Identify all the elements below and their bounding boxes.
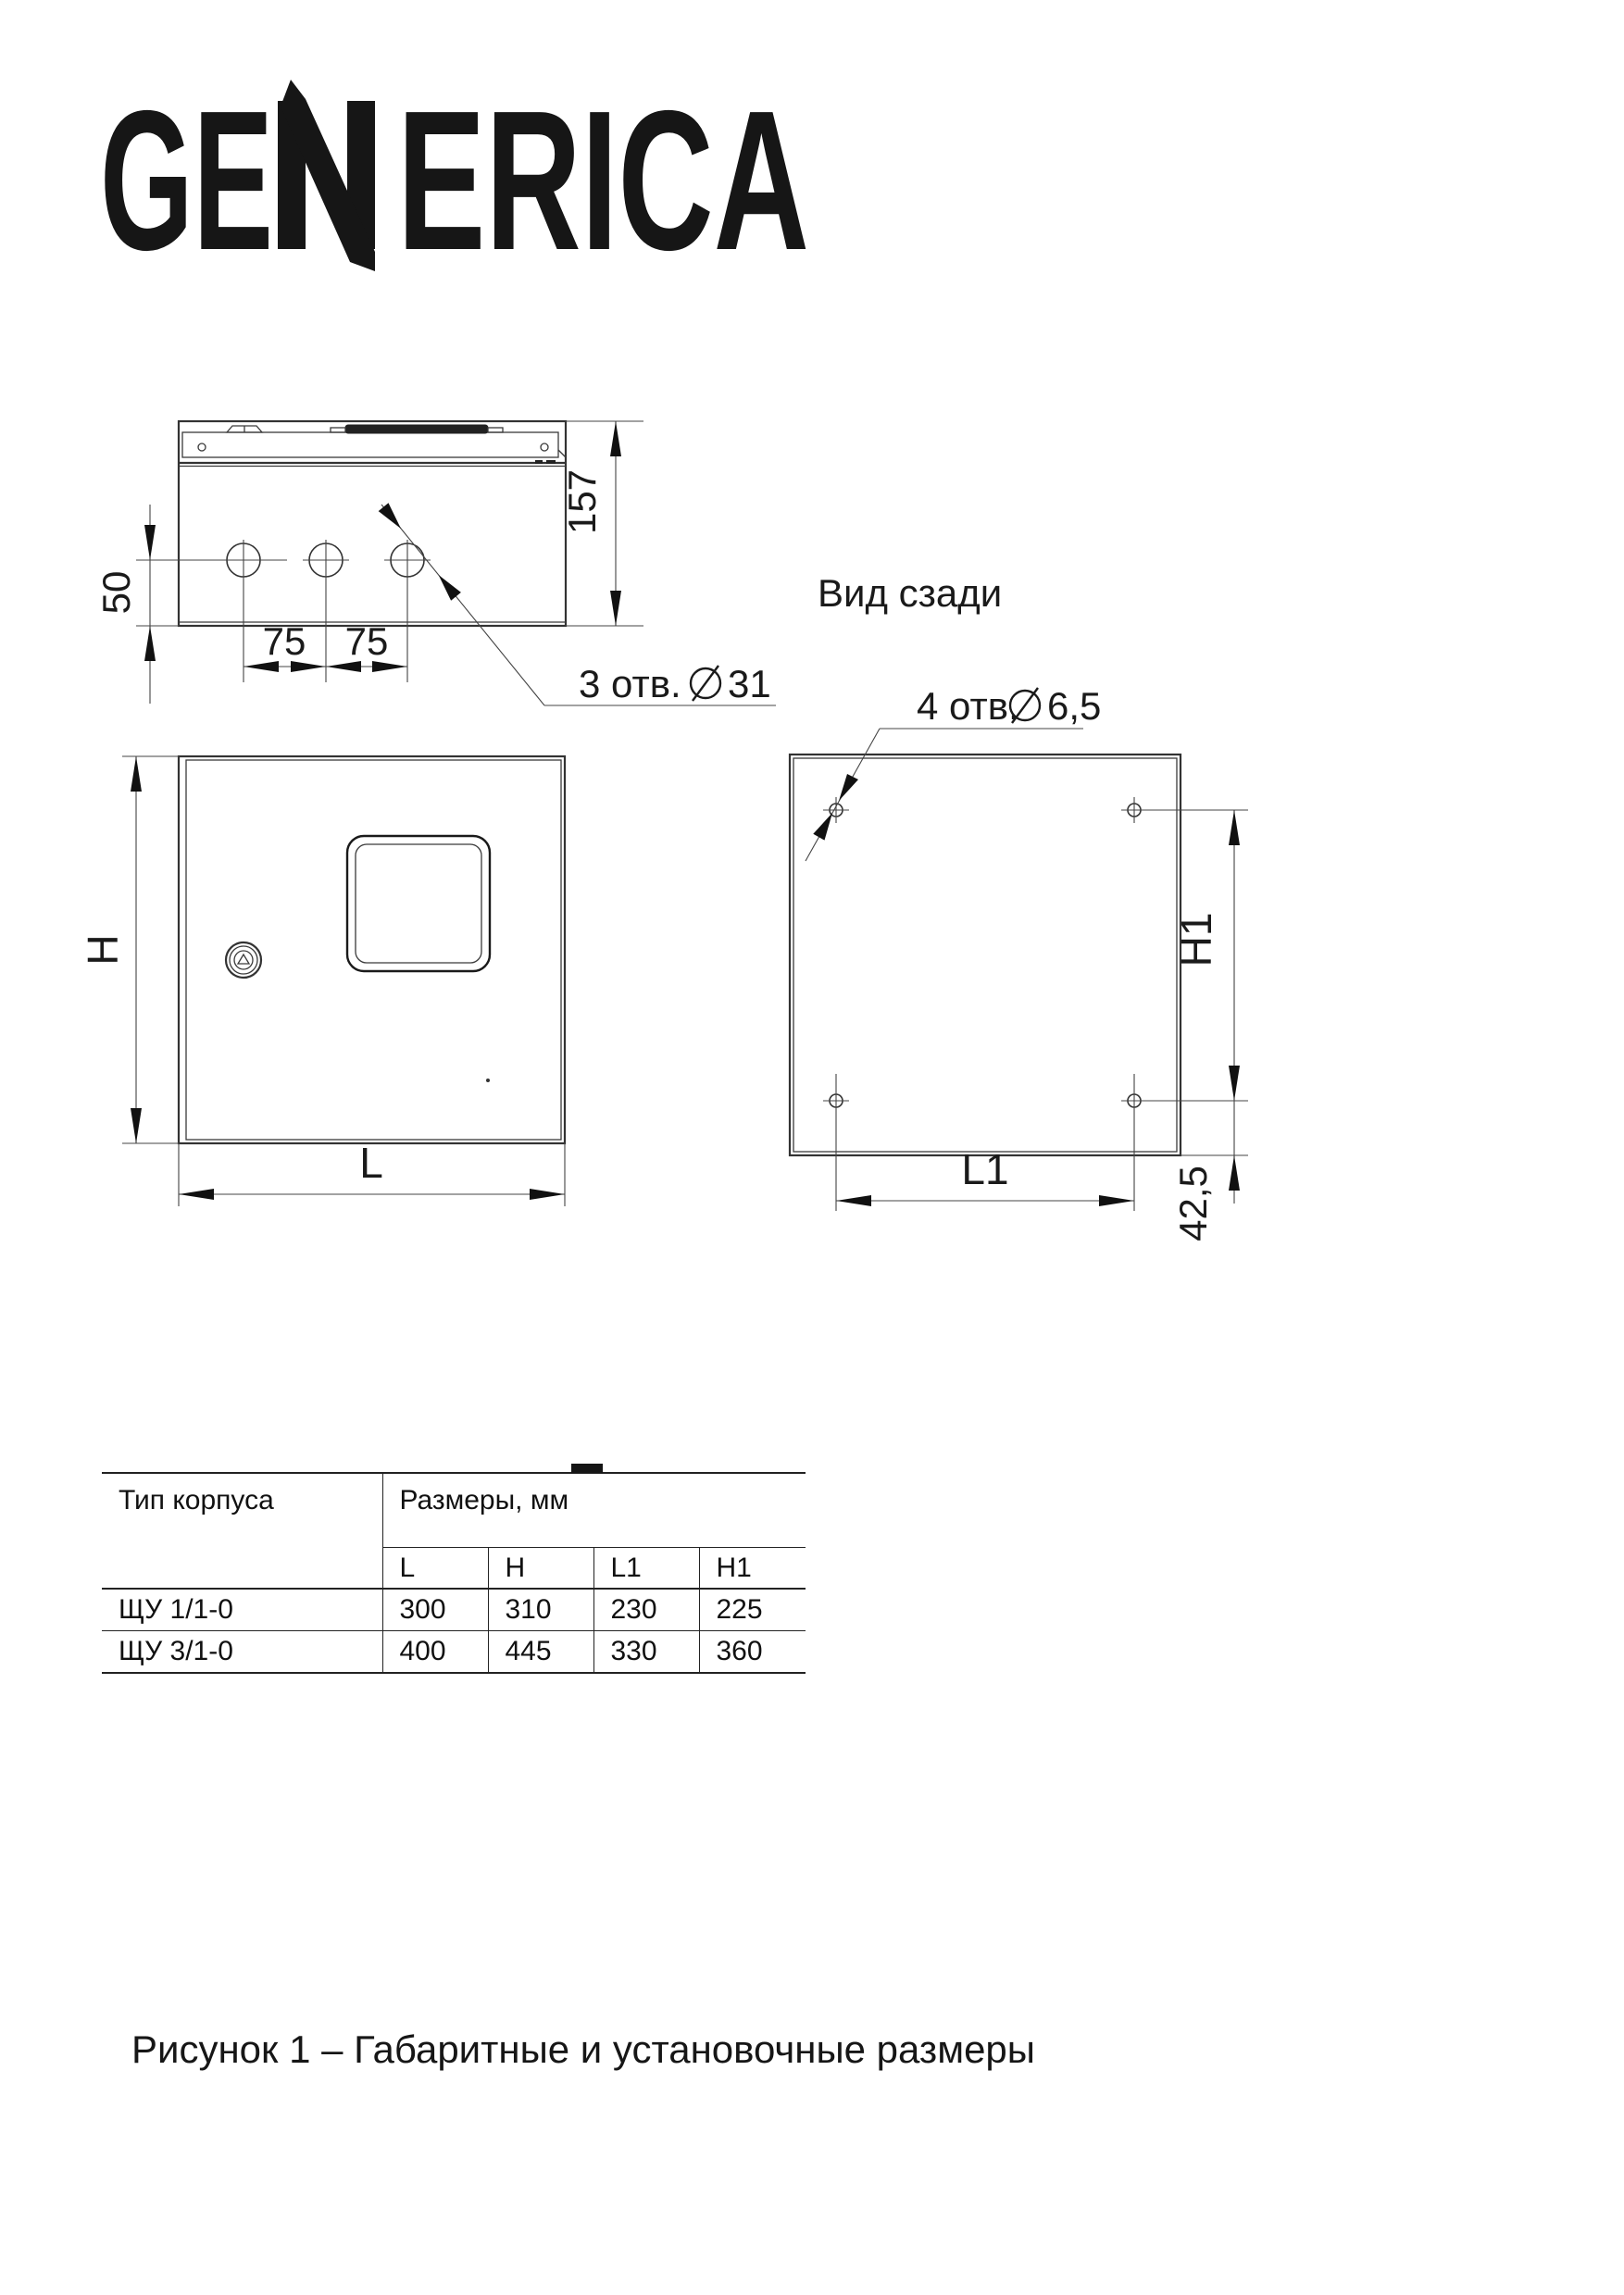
rear-holes-diameter-value: 6,5 [1047, 684, 1102, 728]
front-view-meter-window [347, 836, 490, 971]
row-type: ЩУ 1/1-0 [102, 1589, 382, 1631]
row-value-L: 400 [382, 1631, 488, 1674]
dim-value-75-left: 75 [262, 619, 306, 663]
row-value-H1: 360 [699, 1631, 806, 1674]
row-value-L1: 330 [593, 1631, 699, 1674]
top-view-screw-left [198, 443, 206, 451]
row-type: ЩУ 3/1-0 [102, 1631, 382, 1674]
top-view-latch-tab [227, 426, 262, 432]
dim-width-L [179, 1139, 565, 1206]
front-view-dot [486, 1079, 490, 1082]
row-value-H: 310 [488, 1589, 593, 1631]
dim-height-H1 [1147, 810, 1248, 1101]
dim-label-H: H [79, 934, 127, 966]
brand-logo [100, 69, 809, 292]
table-col-H1: H1 [699, 1548, 806, 1590]
dim-hole-offset-50 [94, 505, 179, 704]
dim-height-H [79, 756, 179, 1143]
dim-bottom-offset [1171, 1101, 1248, 1241]
row-value-H1: 225 [699, 1589, 806, 1631]
front-view-door-outline [179, 756, 565, 1143]
row-value-L1: 230 [593, 1589, 699, 1631]
dimensions-table [102, 1472, 806, 1674]
rear-view [790, 684, 1248, 1241]
dim-value-50: 50 [94, 570, 138, 615]
logo-text-part1: GE [100, 69, 273, 292]
top-view-door-strip [179, 425, 566, 467]
dim-depth-157 [560, 421, 643, 626]
table-col-L: L [399, 1552, 416, 1583]
dim-label-L: L [359, 1139, 383, 1187]
top-view-hinge-bar [331, 425, 503, 433]
rear-view-title: Вид сзади [818, 571, 1003, 615]
diameter-icon [691, 666, 720, 701]
row-value-H: 445 [488, 1631, 593, 1674]
top-view-body-outline [179, 421, 566, 626]
dim-label-H1: H1 [1172, 912, 1220, 967]
top-holes-diameter-value: 31 [728, 662, 771, 705]
dim-value-157: 157 [560, 468, 604, 535]
rear-holes-count-label: 4 отв. [917, 684, 1019, 728]
logo-letter-n [278, 80, 375, 271]
table-col-H: H [488, 1548, 593, 1590]
rear-view-panel-outline [790, 755, 1181, 1155]
table-row [102, 1631, 806, 1674]
top-holes-count-label: 3 отв. [579, 662, 681, 705]
table-col-L1: L1 [593, 1548, 699, 1590]
top-view-screw-right [541, 443, 548, 451]
row-value-L: 300 [382, 1589, 488, 1631]
table-header-sizes: Размеры, мм [382, 1473, 806, 1548]
dim-value-75-right: 75 [344, 619, 389, 663]
table-row [102, 1589, 806, 1631]
front-view [79, 756, 565, 1206]
dim-value-42-5: 42,5 [1171, 1166, 1215, 1241]
table-header-type: Тип корпуса [102, 1473, 382, 1589]
top-view [94, 421, 776, 705]
dim-label-L1: L1 [961, 1145, 1009, 1193]
print-artifact-mark [571, 1464, 603, 1473]
figure-caption: Рисунок 1 – Габаритные и установочные размеры [131, 2027, 1035, 2071]
leader-4-holes [806, 684, 1101, 861]
logo-text-part2: ERICA [397, 69, 809, 292]
front-view-lock [226, 942, 261, 978]
